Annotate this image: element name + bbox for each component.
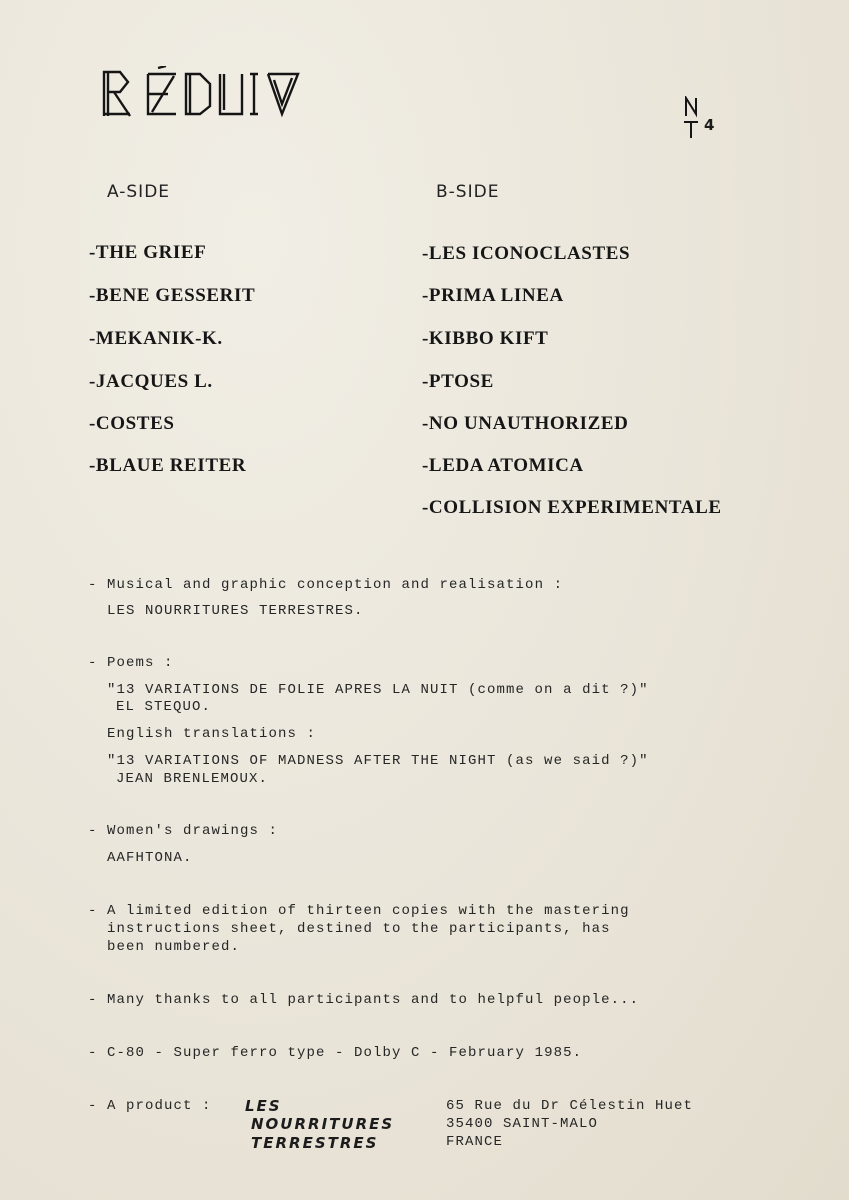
a-side-heading: A-SIDE [107, 182, 171, 202]
product-label: - A product : [88, 1098, 212, 1114]
a-side-track: -BLAUE REITER [89, 455, 247, 476]
a-side-track: -THE GRIEF [89, 242, 207, 263]
edition-note-line: been numbered. [107, 939, 241, 955]
brand-name-line: NOURRITURES [251, 1115, 395, 1133]
drawings-value: AAFHTONA. [107, 850, 193, 866]
format-line: - C-80 - Super ferro type - Dolby C - February 1985. [88, 1045, 583, 1061]
reduit-logo [100, 66, 300, 120]
b-side-track: -NO UNAUTHORIZED [422, 413, 629, 434]
drawings-label: - Women's drawings : [88, 823, 279, 839]
issue-number: 4 [704, 116, 715, 134]
a-side-track: -BENE GESSERIT [89, 285, 256, 306]
translations-title: "13 VARIATIONS OF MADNESS AFTER THE NIGHT (as we said ?)" [107, 753, 649, 769]
conception-label: - Musical and graphic conception and realisation : [88, 577, 564, 593]
b-side-track: -PTOSE [422, 371, 494, 392]
brand-name-line: LES [245, 1097, 282, 1115]
issue-number-mark [682, 96, 722, 140]
edition-note-line: instructions sheet, destined to the participants, has [107, 921, 611, 937]
translations-author: JEAN BRENLEMOUX. [116, 771, 269, 787]
address-line: 65 Rue du Dr Célestin Huet [446, 1098, 694, 1114]
address-line: 35400 SAINT-MALO [446, 1116, 599, 1132]
b-side-heading: B-SIDE [436, 182, 500, 202]
thanks-line: - Many thanks to all participants and to helpful people... [88, 992, 640, 1008]
conception-value: LES NOURRITURES TERRESTRES. [107, 603, 364, 619]
b-side-track: -COLLISION EXPERIMENTALE [422, 497, 722, 518]
b-side-track: -PRIMA LINEA [422, 285, 564, 306]
poems-label: - Poems : [88, 655, 174, 671]
edition-note-line: - A limited edition of thirteen copies with the mastering [88, 903, 630, 919]
a-side-track: -MEKANIK-K. [89, 328, 223, 349]
poems-title: "13 VARIATIONS DE FOLIE APRES LA NUIT (comme on a dit ?)" [107, 682, 649, 698]
translations-label: English translations : [107, 726, 317, 742]
b-side-track: -KIBBO KIFT [422, 328, 549, 349]
a-side-track: -JACQUES L. [89, 371, 213, 392]
a-side-track: -COSTES [89, 413, 175, 434]
brand-name-line: TERRESTRES [251, 1134, 379, 1152]
b-side-track: -LEDA ATOMICA [422, 455, 584, 476]
poems-author: EL STEQUO. [116, 699, 212, 715]
b-side-track: -LES ICONOCLASTES [422, 243, 631, 264]
address-line: FRANCE [446, 1134, 504, 1150]
